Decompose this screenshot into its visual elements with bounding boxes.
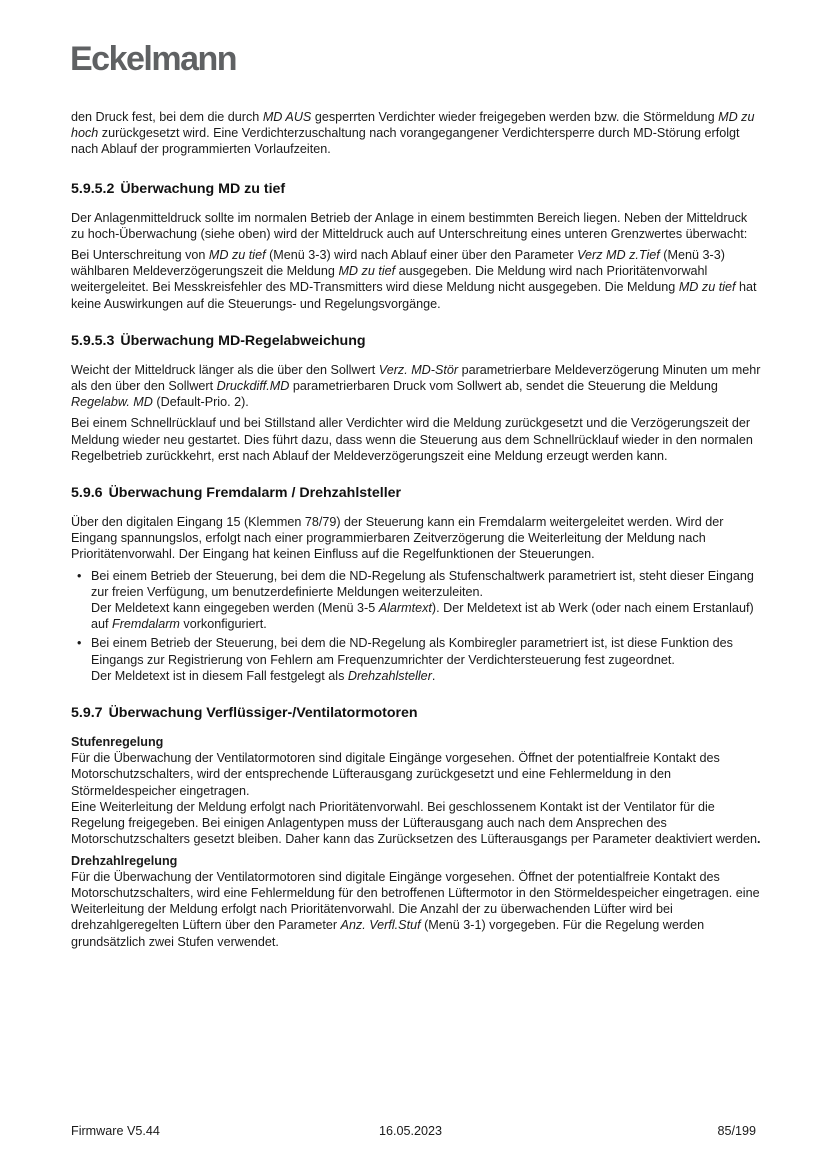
bullet-list — [71, 568, 761, 684]
list-item: • Bei einem Betrieb der Steuerung, bei dem die ND-Regelung als Stufenschaltwerk parametriert ist, steht dieser Eingang zur freien Verfügung, um benutzerdefinierte Meldungen weiterzuleiten. Der Meldetext kann eingegeben werden (Menü 3-5 Alarmtext). Der Meldetext ist ab Werk (oder nach einem Erstanlauf) auf Fremdalarm vorkonfiguriert. — [77, 568, 754, 632]
paragraph: Stufenregelung Für die Überwachung der Ventilatormotoren sind digitale Eingänge vorgesehen. Öffnet der potentialfreie Kontakt des Motorschutzschalters, wird der entsprechende Lüfterausgang zurückgesetzt und eine Fehlermeldung in den Störmeldespeicher eingetragen. Eine Weiterleitung der Meldung erfolgt nach Prioritätenvorwahl. Bei geschlossenem Kontakt ist der Ventilator für die Regelung freigegeben. Bei einigen Anlagentypen muss der Lüfterausgang auch nach dem Ansprechen des Motorschutzschalters gesetzt bleiben. Daher kann das Zurücksetzen des Lüfterausgangs per Parameter deaktiviert werden. — [71, 735, 761, 847]
paragraph: Drehzahlregelung Für die Überwachung der Ventilatormotoren sind digitale Eingänge vorgesehen. Öffnet der potentialfreie Kontakt des Motorschutzschalters, wird eine Fehlermeldung für den betroffenen Lüftermotor in den Störmeldespeicher eingetragen. eine Weiterleitung der Meldung erfolgt nach Prioritätenvorwahl. Die Anzahl der zu überwachenden Lüfter wird bei drehzahlgeregelten Lüftern über den Parameter Anz. Verfl.Stuf (Menü 3-1) vorgegeben. Für die Regelung werden grundsätzlich zwei Stufen verwendet. — [71, 853, 760, 949]
paragraph: Bei Unterschreitung von MD zu tief (Menü 3-3) wird nach Ablauf einer über den Parameter Verz MD z.Tief (Menü 3-3) wählbaren Meldeverzögerungszeit die Meldung MD zu tief ausgegeben. Die Meldung wird nach Prioritätenvorwahl weitergeleitet. Bei Messkreisfehler des MD-Transmitters wird diese Meldung nicht ausgegeben. Die Meldung MD zu tief hat keine Auswirkungen auf die Steuerungs- und Regelungsvorgänge. — [71, 248, 757, 311]
section-heading: 5.9.6 Überwachung Fremdalarm / Drehzahlsteller — [71, 485, 402, 502]
paragraph: Bei einem Schnellrücklauf und bei Stillstand aller Verdichter wird die Meldung zurückgesetzt und die Verzögerungszeit der Meldung wieder neu gestartet. Dies führt dazu, dass wenn die Steuerung aus dem Schnellrücklauf wieder in den normalen Regelbetrieb zurückkehrt, erst nach Ablauf der Meldeverzögerungszeit eine Meldung erzeugt werden kann. — [71, 416, 753, 463]
list-item: • Bei einem Betrieb der Steuerung, bei dem die ND-Regelung als Kombiregler parametriert ist, ist diese Funktion des Eingangs zur Registrierung von Fehlern am Frequenzumrichter der Verdichtersteuerung fest zugeordnet. Der Meldetext ist in diesem Fall festgelegt als Drehzahlsteller. — [77, 636, 733, 683]
company-logo: Eckelmann — [70, 40, 237, 78]
bullet-icon: • — [77, 636, 82, 651]
paragraph: Weicht der Mitteldruck länger als die über den Sollwert Verz. MD-Stör parametrierbare Meldeverzögerung Minuten um mehr als den über den Sollwert Druckdiff.MD parametrierbaren Druck vom Sollwert ab, sendet die Steuerung die Meldung Regelabw. MD (Default-Prio. 2). — [71, 362, 761, 410]
footer-date: 16.05.2023 — [379, 1124, 443, 1138]
page-content — [71, 109, 761, 955]
section-heading: 5.9.7 Überwachung Verflüssiger-/Ventilatormotoren — [71, 705, 418, 722]
section-fremdalarm — [71, 484, 761, 684]
section-md-regelabweichung — [71, 332, 761, 464]
section-heading: 5.9.5.3 Überwachung MD-Regelabweichung — [71, 332, 366, 349]
section-heading: 5.9.5.2 Überwachung MD zu tief — [71, 180, 286, 197]
subheading: Drehzahlregelung — [71, 853, 178, 868]
section-ventilatormotoren — [71, 704, 761, 950]
footer-firmware: Firmware V5.44 — [71, 1124, 160, 1138]
intro-paragraph: den Druck fest, bei dem die durch MD AUS gesperrten Verdichter wieder freigegeben werden bzw. die Störmeldung MD zu hoch zurückgesetzt wird. Eine Verdichterzuschaltung nach vorangegangener Verdichtersperre durch MD-Störung erfolgt nach Ablauf der programmierten Vorlaufzeiten. — [71, 110, 755, 157]
subheading: Stufenregelung — [71, 735, 164, 750]
section-md-zu-tief — [71, 180, 761, 312]
bullet-icon: • — [77, 568, 82, 583]
footer-page-number: 85/199 — [717, 1124, 756, 1138]
paragraph: Über den digitalen Eingang 15 (Klemmen 78/79) der Steuerung kann ein Fremdalarm weitergeleitet werden. Wird der Eingang spannungslos, erfolgt nach einer programmierbaren Zeitverzögerung die Weiterleitung der Meldung nach Prioritätenvorwahl. Der Eingang hat keinen Einfluss auf die Regelfunktionen der Steuerungen. — [71, 515, 724, 562]
paragraph: Der Anlagenmitteldruck sollte im normalen Betrieb der Anlage in einem bestimmten Bereich liegen. Neben der Mitteldruck zu hoch-Überwachung (siehe oben) wird der Mitteldruck auch auf Unterschreitung eines unteren Grenzwertes überwacht: — [71, 210, 748, 241]
